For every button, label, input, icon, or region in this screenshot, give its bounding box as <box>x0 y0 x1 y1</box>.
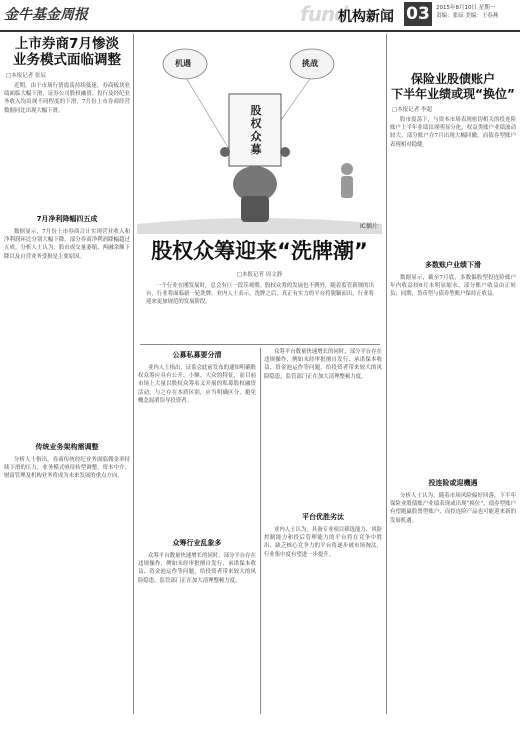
left-article-body-2 <box>4 456 130 736</box>
center-subhead-1: 公募私募要分清 <box>172 351 222 359</box>
left-article-body-1 <box>4 228 130 438</box>
balloon-string-left <box>185 76 232 154</box>
left-title-line2: 业务模式面临调整 <box>13 52 121 68</box>
hand-right <box>280 147 290 157</box>
center-col2-body-2 <box>264 526 382 706</box>
center-article-byline: □本报记者 周文静 <box>236 272 283 278</box>
editor-credit: 责编：张辰 美编：王春燕 <box>436 13 499 19</box>
center-article-title: 股权众筹迎来“洗牌潮” <box>151 239 368 263</box>
right-article-body-3 <box>390 492 516 692</box>
center-column-divider <box>260 348 261 714</box>
center-col-1 <box>138 348 256 714</box>
hand-left <box>220 147 230 157</box>
left-para3: 分析人士指出，券商传统经纪业务面临佣金率持续下滑的压力，业务模式亟待转型调整，资本中介、财富管理及机构业务将成为未来发展的重点方向。 <box>4 457 130 480</box>
center-col2-body <box>264 348 382 508</box>
left-article-byline: □本报记者 张辰 <box>6 73 46 79</box>
right-title-line2: 下半年业绩或现“换位” <box>391 87 515 101</box>
center-col-2 <box>264 348 382 714</box>
dateline <box>436 4 498 20</box>
left-intro-para: 近期，由于市场行情震荡持续低迷，券商板块业绩面临大幅下滑，证券公司股权融资、投行及经纪业务收入均出现不同程度的下滑，7月份上市券商经营数据同比出现大幅下滑。 <box>4 83 130 114</box>
left-article-title <box>4 36 130 68</box>
right-subhead-1: 多数账户业绩下滑 <box>425 261 481 269</box>
logo-fund: fund <box>300 2 348 26</box>
image-credit: IC插片 <box>360 223 378 230</box>
center-lead-para: 一个行业在刚发展时，总会有巨一段乐观期。股权众筹的发展也不例外，随着监管新规的出台，行业将面临新一轮洗牌。业内人士表示，洗牌之后，真正有实力的平台将脱颖而出，行业将迎来更加规范的发展阶段。 <box>146 283 374 306</box>
right-article <box>390 36 516 716</box>
board-label: 股权众募 <box>250 104 262 156</box>
right-article-title <box>390 72 516 102</box>
center-col1-para: 业内人士指出，证监会此前发布的通知明确股权众筹应具有公开、小额、大众的特征，而目前市场上大量以股权众筹名义开展的私募股权融资活动，与之存在本质区别，应当明确区分，避免概念混淆误导投资者。 <box>138 365 256 404</box>
center-article-lead <box>146 282 374 340</box>
left-article <box>4 36 130 716</box>
right-article-body-1 <box>390 116 516 256</box>
column-divider-left <box>133 34 134 714</box>
right-article-body-2 <box>390 274 516 474</box>
center-col2-para-a: 众筹平台数量快速增长的同时，部分平台存在违规操作，例如未经审批擅自发行、承诺保本收益、资金池运作等问题，给投资者带来较大的风险隐患，监管部门正在加大清理整顿力度。 <box>264 349 382 380</box>
page-number: 03 <box>404 2 432 26</box>
center-divider <box>140 344 380 345</box>
center-col3-para: 业内人士认为，具备专业项目筛选能力、风险控制能力和投后管理能力的平台将在竞争中胜出，缺乏核心竞争力的平台将逐步被市场淘汰，行业集中度有望进一步提升。 <box>264 527 382 558</box>
left-article-intro <box>4 82 130 210</box>
balloon-label-left: 机遇 <box>175 59 191 68</box>
balloon-label-right: 挑战 <box>302 59 318 68</box>
center-subhead-2: 众筹行业乱象多 <box>172 539 222 547</box>
left-para2: 数据显示，7月份上市券商合计实现营业收入和净利润环比分别大幅下降，部分券商净利润降幅超过五成。分析人士认为，股市成交量萎缩、两融余额下降以及自营业务受损是主要原因。 <box>4 229 130 260</box>
right-para1: 股市震荡下，与资本市场表现密切相关的投连险账户上半年业绩出现明显分化，权益类账户业绩波动较大，部分账户在7月出现大幅回撤，而债券型账户表现相对稳健。 <box>390 117 516 148</box>
figure-legs <box>241 196 269 222</box>
small-figure-head <box>341 163 353 175</box>
right-title-line1: 保险业股债账户 <box>410 72 495 86</box>
issue-date: 2015年8月10日 星期一 <box>436 5 496 11</box>
left-subhead-2: 传统业务架构需调整 <box>35 443 99 451</box>
right-subhead-2: 投连险或迎機遇 <box>428 479 478 487</box>
left-subhead-1: 7月净利降幅四五成 <box>36 215 98 223</box>
small-figure-body <box>341 176 353 198</box>
center-col1-body-2 <box>138 552 256 712</box>
section-title: 机构新闻 <box>338 9 394 25</box>
column-divider-right <box>386 34 387 714</box>
center-subhead-3: 平台优胜劣汰 <box>302 513 344 521</box>
illustration <box>137 34 382 234</box>
right-para2: 数据显示，截至7月底，多数偏股型投连险账户年内收益较6月末明显缩水，部分账户收益由正转负；同期，货币型与债券型账户保持正收益。 <box>390 275 516 298</box>
left-title-line1: 上市券商7月惨淡 <box>15 36 119 52</box>
masthead: 金牛基金周报 <box>4 7 88 23</box>
right-para3: 分析人士认为，随着市场风险偏好回落，下半年保险业股债账户业绩表现或出现“换位”，债券型账户有望跑赢股票型账户，而投连险产品也可能迎来新的发展机遇。 <box>390 493 516 524</box>
right-article-byline: □本报记者 李超 <box>392 107 432 113</box>
center-col2-para: 众筹平台数量快速增长的同时，部分平台存在违规操作，例如未经审批擅自发行、承诺保本收益、资金池运作等问题，给投资者带来较大的风险隐患，监管部门正在加大清理整顿力度。 <box>138 553 256 584</box>
center-col1-body <box>138 364 256 534</box>
